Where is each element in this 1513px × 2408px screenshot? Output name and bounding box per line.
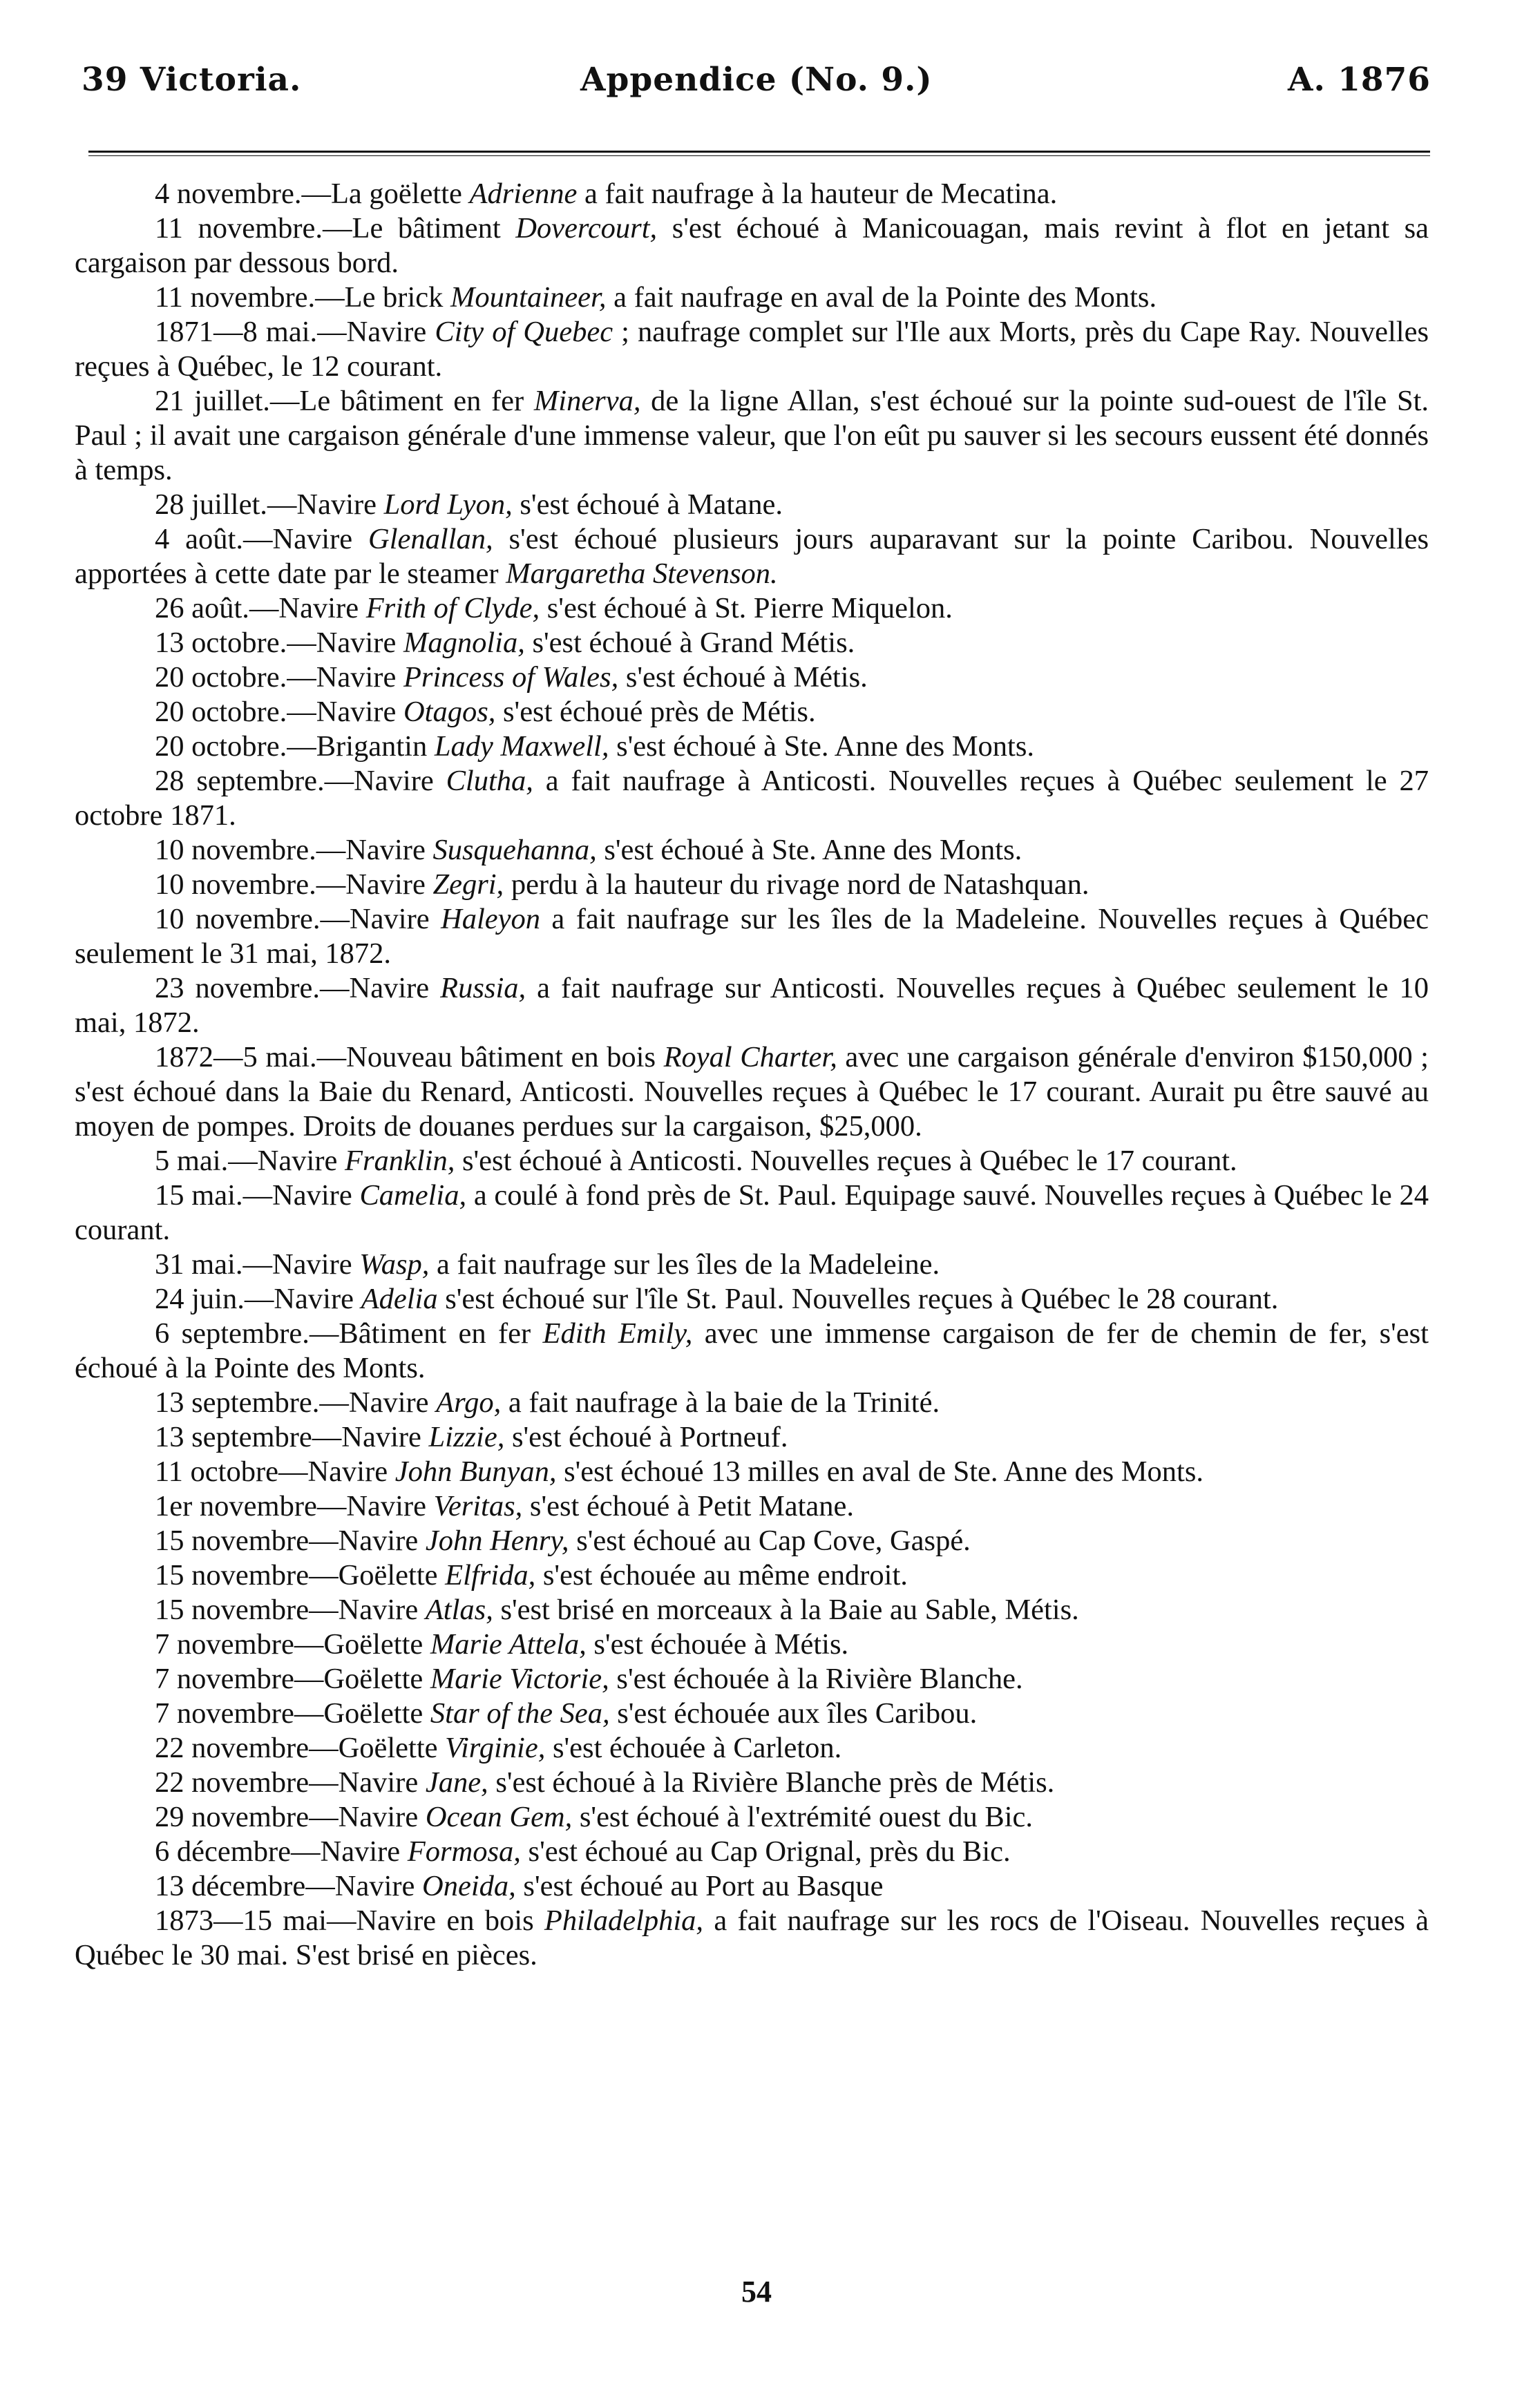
entry-text: 28 septembre.—Navire xyxy=(155,765,446,797)
ship-name: Elfrida, xyxy=(445,1559,536,1592)
wreck-entry xyxy=(75,1489,1429,1524)
entry-text: s'est échoué près de Métis. xyxy=(495,696,816,728)
wreck-entry xyxy=(75,626,1429,660)
entry-text: 29 novembre—Navire xyxy=(155,1801,426,1833)
ship-name: Philadelphia, xyxy=(544,1904,704,1937)
wreck-entry xyxy=(75,868,1429,902)
ship-name: Mountaineer, xyxy=(450,281,607,314)
entry-text: 7 novembre—Goëlette xyxy=(155,1628,430,1661)
entry-text: a fait naufrage à la hauteur de Mecatina. xyxy=(577,178,1058,210)
entry-text: perdu à la hauteur du rivage nord de Natashquan. xyxy=(504,868,1089,901)
entry-text: s'est échouée au même endroit. xyxy=(535,1559,908,1592)
wreck-entry xyxy=(75,1524,1429,1558)
wreck-entry xyxy=(75,1558,1429,1593)
entry-text: a fait naufrage à la baie de la Trinité. xyxy=(501,1386,940,1419)
ship-name: Lady Maxwell, xyxy=(434,730,609,763)
ship-name: Dovercourt, xyxy=(515,212,658,245)
header-year: A. 1876 xyxy=(1288,61,1431,99)
ship-name: Marie Attela, xyxy=(430,1628,587,1661)
entry-text: 28 juillet.—Navire xyxy=(155,488,384,521)
entry-text: 13 septembre.—Navire xyxy=(155,1386,437,1419)
entry-text: 13 septembre—Navire xyxy=(155,1421,429,1453)
entry-text: 1871—8 mai.—Navire xyxy=(155,316,435,348)
wreck-entry xyxy=(75,729,1429,764)
entry-text: 6 décembre—Navire xyxy=(155,1835,408,1868)
ship-name: Oneida, xyxy=(422,1870,516,1902)
entry-text: 24 juin.—Navire xyxy=(155,1283,361,1315)
ship-name: Frith of Clyde, xyxy=(365,592,540,624)
page-number: 54 xyxy=(741,2275,772,2309)
entry-text: 26 août.—Navire xyxy=(155,592,366,624)
wreck-entry xyxy=(75,1766,1429,1800)
entry-text: s'est échoué à Petit Matane. xyxy=(522,1490,855,1522)
ship-name: Veritas, xyxy=(433,1490,523,1522)
entry-text: a fait naufrage sur Anticosti. Nouvelles reçues à Québec seulement le 10 mai, 1872. xyxy=(75,972,1429,1039)
ship-name: John Bunyan, xyxy=(394,1455,557,1488)
ship-name: Princess of Wales, xyxy=(403,661,619,694)
wreck-entry xyxy=(75,522,1429,591)
entry-text: 5 mai.—Navire xyxy=(155,1145,345,1177)
entry-text: a fait naufrage en aval de la Pointe des Monts. xyxy=(606,281,1157,314)
entry-text: 15 mai.—Navire xyxy=(155,1179,360,1212)
entry-text: 13 décembre—Navire xyxy=(155,1870,423,1902)
ship-name: Margaretha Stevenson. xyxy=(506,557,778,590)
entry-text: 11 novembre.—Le brick xyxy=(155,281,451,314)
entry-text: a fait naufrage à Anticosti. Nouvelles reçues à Québec seulement le 27 octobre 1871. xyxy=(75,765,1429,832)
ship-name: Otagos, xyxy=(403,696,496,728)
wreck-entry xyxy=(75,1697,1429,1731)
ship-name: Virginie, xyxy=(445,1732,546,1764)
wreck-entry xyxy=(75,1627,1429,1662)
ship-name: Lizzie, xyxy=(428,1421,505,1453)
ship-name: Magnolia, xyxy=(403,627,525,659)
ship-name: John Henry, xyxy=(425,1525,569,1557)
entry-text: 10 novembre.—Navire xyxy=(155,834,433,866)
entry-text: 15 novembre—Goëlette xyxy=(155,1559,446,1592)
entry-text: a fait naufrage sur les rocs de l'Oiseau. Nouvelles reçues à Québec le 30 mai. S'est brisé en pièces. xyxy=(75,1904,1429,1971)
wreck-entry xyxy=(75,177,1429,211)
entry-text: s'est échoué plusieurs jours auparavant sur la pointe Caribou. Nouvelles apportées à cette date par le steamer xyxy=(75,523,1429,590)
entry-text: 21 juillet.—Le bâtiment en fer xyxy=(155,385,534,417)
ship-name: Camelia, xyxy=(359,1179,467,1212)
entry-text: 11 octobre—Navire xyxy=(155,1455,395,1488)
entry-text: s'est échoué à Ste. Anne des Monts. xyxy=(596,834,1022,866)
entry-text: 23 novembre.—Navire xyxy=(155,972,441,1004)
ship-name: Marie Victorie, xyxy=(430,1663,609,1695)
wreck-entry xyxy=(75,1420,1429,1455)
entry-text: s'est échoué à Anticosti. Nouvelles reçues à Québec le 17 courant. xyxy=(455,1145,1237,1177)
entry-text: 7 novembre—Goëlette xyxy=(155,1663,430,1695)
wreck-entry xyxy=(75,660,1429,695)
entry-text: 13 octobre.—Navire xyxy=(155,627,403,659)
ship-name: Lord Lyon, xyxy=(383,488,513,521)
entry-text: 6 septembre.—Bâtiment en fer xyxy=(155,1317,543,1350)
wreck-entry xyxy=(75,764,1429,833)
entry-text: 22 novembre—Goëlette xyxy=(155,1732,446,1764)
ship-name: Minerva, xyxy=(533,385,641,417)
entry-text: de la ligne Allan, s'est échoué sur la pointe sud-ouest de l'île St. Paul ; il avait une cargaison générale d'une immense valeur, que l'on eût pu sauver si les secours eussent été donnés à temps. xyxy=(75,385,1429,486)
entry-text: s'est échouée à Métis. xyxy=(586,1628,849,1661)
wreck-entry xyxy=(75,1282,1429,1317)
wreck-entry xyxy=(75,1835,1429,1869)
ship-name: Adrienne xyxy=(469,178,578,210)
wreck-entry xyxy=(75,1040,1429,1144)
entry-text: s'est échoué à Portneuf. xyxy=(504,1421,788,1453)
entry-text: a fait naufrage sur les îles de la Madeleine. Nouvelles reçues à Québec seulement le 31 mai, 1872. xyxy=(75,903,1429,970)
entry-text: 11 novembre.—Le bâtiment xyxy=(155,212,516,245)
wreck-entry xyxy=(75,1662,1429,1697)
wreck-entry xyxy=(75,384,1429,488)
header-appendix: Appendice (No. 9.) xyxy=(580,61,933,99)
entry-text: 20 octobre.—Navire xyxy=(155,661,403,694)
entry-text: s'est échouée aux îles Caribou. xyxy=(609,1697,978,1730)
wreck-entry xyxy=(75,1593,1429,1627)
entry-text: s'est échouée à la Rivière Blanche. xyxy=(609,1663,1023,1695)
wreck-entry xyxy=(75,488,1429,522)
running-header xyxy=(0,61,1513,123)
entry-text: s'est échoué au Cap Orignal, près du Bic. xyxy=(520,1835,1011,1868)
ship-name: Argo, xyxy=(436,1386,502,1419)
entry-text: s'est échoué à Ste. Anne des Monts. xyxy=(609,730,1034,763)
ship-name: Jane, xyxy=(425,1766,488,1799)
entry-text: a coulé à fond près de St. Paul. Equipage sauvé. Nouvelles reçues à Québec le 24 courant. xyxy=(75,1179,1429,1246)
entry-text: s'est échoué 13 milles en aval de Ste. Anne des Monts. xyxy=(556,1455,1204,1488)
entry-text: s'est échoué à la Rivière Blanche près de Métis. xyxy=(488,1766,1055,1799)
header-rule xyxy=(88,151,1430,156)
wreck-entry xyxy=(75,695,1429,729)
ship-name: Clutha, xyxy=(446,765,533,797)
entry-text: s'est échoué à Métis. xyxy=(618,661,868,694)
header-session: 39 Victoria. xyxy=(82,61,302,99)
entry-text: s'est échoué au Port au Basque xyxy=(515,1870,884,1902)
ship-name: City of Quebec xyxy=(435,316,613,348)
wreck-entry xyxy=(75,902,1429,971)
ship-name: Russia, xyxy=(440,972,526,1004)
wreck-entry xyxy=(75,1248,1429,1282)
entry-text: avec une cargaison générale d'environ $150,000 ; s'est échoué dans la Baie du Renard, Anticosti. Nouvelles reçues à Québec le 17 courant. Aurait pu être sauvé au moyen de pompes. Droits de douanes perdues sur la cargaison, $25,000. xyxy=(75,1041,1429,1143)
entry-text: s'est échoué sur l'île St. Paul. Nouvelles reçues à Québec le 28 courant. xyxy=(437,1283,1279,1315)
wreck-entry xyxy=(75,280,1429,315)
wreck-entry xyxy=(75,1317,1429,1386)
entry-text: 1873—15 mai—Navire en bois xyxy=(155,1904,544,1937)
entry-text: 31 mai.—Navire xyxy=(155,1248,360,1281)
entry-text: a fait naufrage sur les îles de la Madeleine. xyxy=(429,1248,940,1281)
ship-name: Adelia xyxy=(361,1283,438,1315)
wreck-entry xyxy=(75,1800,1429,1835)
ship-name: Franklin, xyxy=(344,1145,455,1177)
ship-name: Star of the Sea, xyxy=(430,1697,610,1730)
entry-text: s'est échoué à Grand Métis. xyxy=(524,627,855,659)
entry-text: 7 novembre—Goëlette xyxy=(155,1697,430,1730)
ship-name: Wasp, xyxy=(359,1248,430,1281)
ship-name: Ocean Gem, xyxy=(425,1801,573,1833)
entry-text: 20 octobre.—Brigantin xyxy=(155,730,435,763)
entry-text: s'est échoué au Cap Cove, Gaspé. xyxy=(569,1525,971,1557)
wreck-entry xyxy=(75,315,1429,384)
entry-text: 4 août.—Navire xyxy=(155,523,368,555)
ship-name: Glenallan, xyxy=(368,523,493,555)
ship-name: Atlas, xyxy=(425,1594,493,1626)
ship-name: Zegri, xyxy=(432,868,504,901)
ship-name: Haleyon xyxy=(441,903,541,935)
entry-text: 20 octobre.—Navire xyxy=(155,696,403,728)
wreck-entry xyxy=(75,971,1429,1040)
entry-text: s'est échoué à St. Pierre Miquelon. xyxy=(540,592,953,624)
entry-text: avec une immense cargaison de fer de chemin de fer, s'est échoué à la Pointe des Monts. xyxy=(75,1317,1429,1384)
wreck-entry xyxy=(75,1455,1429,1489)
ship-name: Formosa, xyxy=(407,1835,521,1868)
entry-text: ; naufrage complet sur l'Ile aux Morts, près du Cape Ray. Nouvelles reçues à Québec, le 12 courant. xyxy=(75,316,1429,383)
shipwreck-list xyxy=(75,177,1429,1973)
wreck-entry xyxy=(75,1869,1429,1904)
entry-text: 1872—5 mai.—Nouveau bâtiment en bois xyxy=(155,1041,664,1073)
wreck-entry xyxy=(75,1178,1429,1248)
entry-text: s'est échoué à Manicouagan, mais revint à flot en jetant sa cargaison par dessous bord. xyxy=(75,212,1429,279)
wreck-entry xyxy=(75,1144,1429,1178)
wreck-entry xyxy=(75,211,1429,280)
wreck-entry xyxy=(75,1731,1429,1766)
entry-text: s'est échoué à Matane. xyxy=(512,488,783,521)
ship-name: Edith Emily, xyxy=(542,1317,693,1350)
entry-text: 15 novembre—Navire xyxy=(155,1525,426,1557)
entry-text: 10 novembre.—Navire xyxy=(155,903,441,935)
wreck-entry xyxy=(75,591,1429,626)
wreck-entry xyxy=(75,1386,1429,1420)
entry-text: s'est échouée à Carleton. xyxy=(545,1732,842,1764)
entry-text: 22 novembre—Navire xyxy=(155,1766,426,1799)
entry-text: 4 novembre.—La goëlette xyxy=(155,178,470,210)
entry-text: 1er novembre—Navire xyxy=(155,1490,434,1522)
wreck-entry xyxy=(75,833,1429,868)
wreck-entry xyxy=(75,1904,1429,1973)
ship-name: Royal Charter, xyxy=(663,1041,837,1073)
entry-text: 10 novembre.—Navire xyxy=(155,868,433,901)
entry-text: 15 novembre—Navire xyxy=(155,1594,426,1626)
entry-text: s'est échoué à l'extrémité ouest du Bic. xyxy=(572,1801,1034,1833)
entry-text: s'est brisé en morceaux à la Baie au Sable, Métis. xyxy=(493,1594,1079,1626)
ship-name: Susquehanna, xyxy=(432,834,597,866)
